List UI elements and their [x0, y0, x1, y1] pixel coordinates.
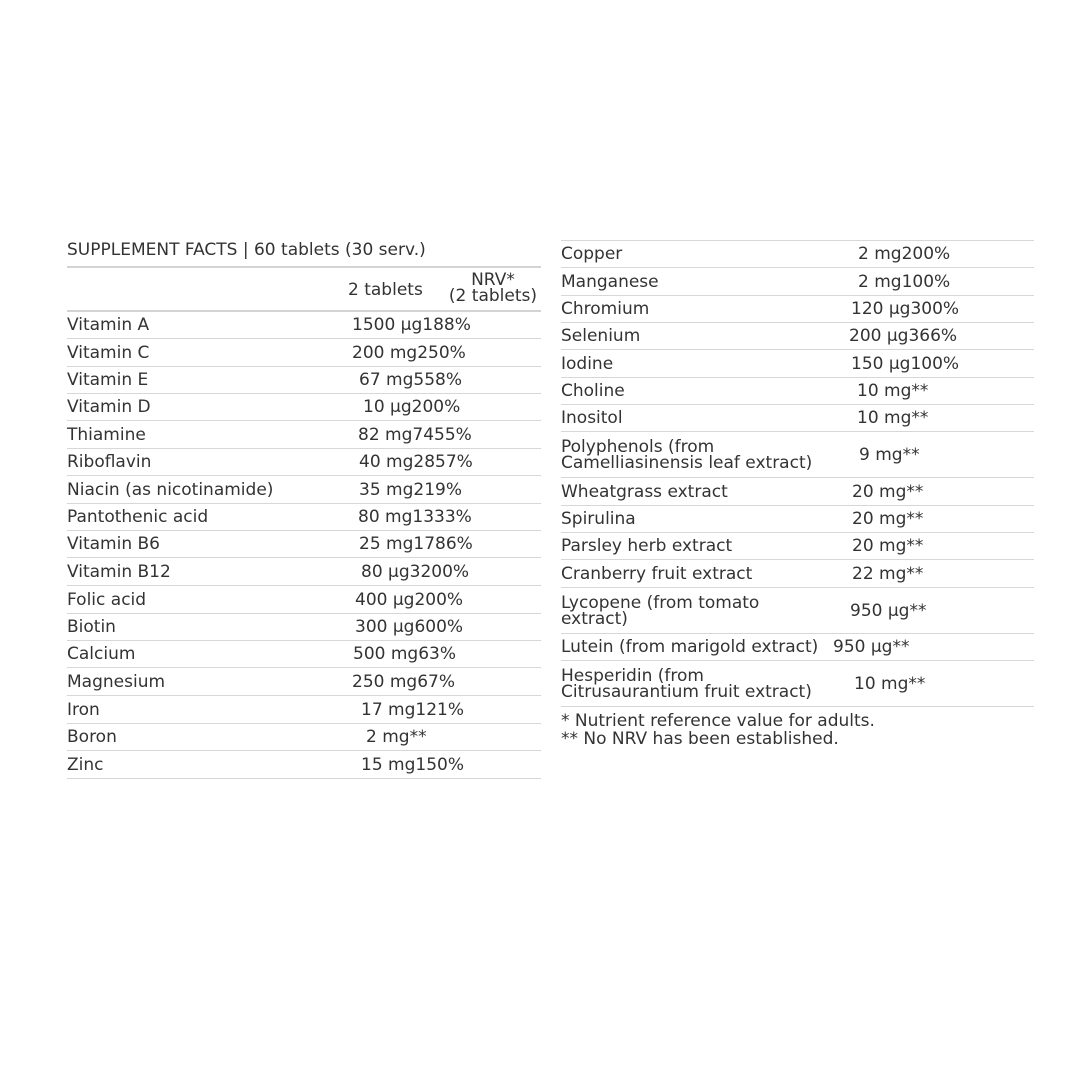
table-row: [561, 560, 1034, 588]
column-header-nrv: [449, 272, 537, 304]
table-row: [561, 323, 1034, 350]
table-row: [561, 296, 1034, 323]
nutrient-name: Folic acid: [67, 589, 147, 610]
nutrient-value: 10 µg200%: [363, 397, 461, 417]
table-row: [67, 586, 541, 614]
nutrient-value: 120 µg300%: [851, 299, 960, 319]
table-row: [67, 751, 541, 779]
table-row: [67, 504, 541, 531]
table-row: [561, 634, 1034, 661]
nutrient-name: Zinc: [67, 754, 104, 775]
nutrient-name: Lutein (from marigold extract): [561, 637, 819, 657]
nutrient-name: Niacin (as nicotinamide): [67, 479, 274, 500]
nutrient-value: 40 mg2857%: [359, 452, 473, 472]
table-row: [561, 268, 1034, 296]
table-row: [67, 339, 541, 367]
table-row: [561, 478, 1034, 506]
nutrient-name: Parsley herb extract: [561, 536, 733, 556]
table-row: [67, 724, 541, 751]
nutrient-value: 400 µg200%: [355, 589, 464, 610]
nutrient-name: Manganese: [561, 271, 659, 292]
nutrient-value: 200 mg250%: [352, 342, 466, 363]
nutrient-value: 10 mg**: [857, 381, 929, 401]
nutrient-value: 20 mg**: [852, 481, 924, 502]
table-row: [561, 533, 1034, 560]
nutrient-name: Inositol: [561, 408, 623, 428]
nutrient-name: Biotin: [67, 617, 116, 637]
nutrient-value: 10 mg**: [857, 408, 929, 428]
nutrient-name: Vitamin C: [67, 342, 150, 363]
nutrient-value: 17 mg121%: [361, 699, 464, 720]
table-row: [561, 432, 1034, 478]
nutrient-name: Copper: [561, 243, 623, 264]
nutrient-value: 200 µg366%: [849, 326, 958, 346]
nutrient-name: Magnesium: [67, 671, 166, 692]
table-title: SUPPLEMENT FACTS | 60 tablets (30 serv.): [67, 240, 426, 260]
table-row: [561, 405, 1034, 432]
nutrient-value: 25 mg1786%: [359, 534, 473, 554]
nutrient-name: Pantothenic acid: [67, 507, 209, 527]
nutrient-name: Lycopene (from tomato extract): [561, 592, 760, 629]
nutrient-value: 67 mg558%: [359, 370, 462, 390]
table-row: [67, 449, 541, 476]
nutrient-name: Thiamine: [67, 424, 146, 445]
footnote-nrv: * Nutrient reference value for adults.: [561, 711, 875, 731]
nutrient-name: Riboflavin: [67, 452, 152, 472]
nutrient-value: 9 mg**: [859, 444, 920, 465]
nutrient-name: Calcium: [67, 644, 136, 664]
table-row: [67, 531, 541, 558]
nutrient-value: 950 µg**: [850, 600, 927, 621]
table-row: [67, 668, 541, 696]
nutrient-value: 2 mg100%: [858, 271, 951, 292]
nutrient-name: Iodine: [561, 353, 614, 374]
nutrient-name: Wheatgrass extract: [561, 481, 728, 502]
column-header-nrv-line1: NRV*: [471, 270, 515, 290]
nutrient-value: 2 mg**: [366, 727, 427, 747]
table-row: [561, 378, 1034, 405]
nutrient-name: Selenium: [561, 326, 641, 346]
nutrient-name: Polyphenols (from Camelliasinensis leaf extract): [561, 436, 813, 473]
nutrient-value: 20 mg**: [852, 536, 924, 556]
nutrient-value: 10 mg**: [854, 673, 926, 694]
nutrient-name: Choline: [561, 381, 625, 401]
table-row: [561, 506, 1034, 533]
nutrient-name: Spirulina: [561, 509, 636, 529]
nutrient-name: Vitamin D: [67, 397, 151, 417]
nutrient-value: 35 mg219%: [359, 479, 462, 500]
nutrient-value: 80 µg3200%: [361, 561, 470, 582]
nutrient-name: Boron: [67, 727, 117, 747]
column-header-amount: 2 tablets: [348, 280, 423, 300]
table-row: [67, 614, 541, 641]
nutrient-value: 22 mg**: [852, 563, 924, 584]
column-header-nrv-line2: (2 tablets): [448, 286, 537, 306]
table-row: [67, 558, 541, 586]
nutrient-name: Iron: [67, 699, 100, 720]
nutrient-value: 20 mg**: [852, 509, 924, 529]
nutrient-value: 1500 µg188%: [352, 315, 471, 335]
table-row: [67, 312, 541, 339]
table-row: [67, 421, 541, 449]
table-row: [67, 476, 541, 504]
nutrient-name: Vitamin B12: [67, 561, 171, 582]
nutrient-value: 2 mg200%: [858, 243, 951, 264]
nutrient-value: 80 mg1333%: [358, 507, 472, 527]
nutrient-value: 500 mg63%: [353, 644, 456, 664]
nutrient-name: Vitamin A: [67, 315, 150, 335]
table-row: [561, 588, 1034, 634]
table-row: [561, 661, 1034, 707]
table-row: [67, 394, 541, 421]
nutrient-name: Vitamin B6: [67, 534, 161, 554]
table-header: [67, 266, 541, 312]
nutrient-name: Hesperidin (from Citrusaurantium fruit extract): [561, 665, 812, 702]
nutrient-value: 82 mg7455%: [358, 424, 472, 445]
nutrient-name: Vitamin E: [67, 370, 149, 390]
table-row: [67, 696, 541, 724]
nutrient-value: 300 µg600%: [355, 617, 464, 637]
table-row: [67, 367, 541, 394]
table-row: [561, 350, 1034, 378]
table-row: [561, 240, 1034, 268]
nutrient-value: 15 mg150%: [361, 754, 464, 775]
nutrient-name: Chromium: [561, 299, 650, 319]
nutrient-value: 950 µg**: [833, 637, 910, 657]
nutrient-name: Cranberry fruit extract: [561, 563, 753, 584]
table-row: [67, 641, 541, 668]
nutrient-value: 250 mg67%: [352, 671, 455, 692]
nutrient-value: 150 µg100%: [851, 353, 960, 374]
footnote-no-nrv: ** No NRV has been established.: [561, 729, 839, 749]
